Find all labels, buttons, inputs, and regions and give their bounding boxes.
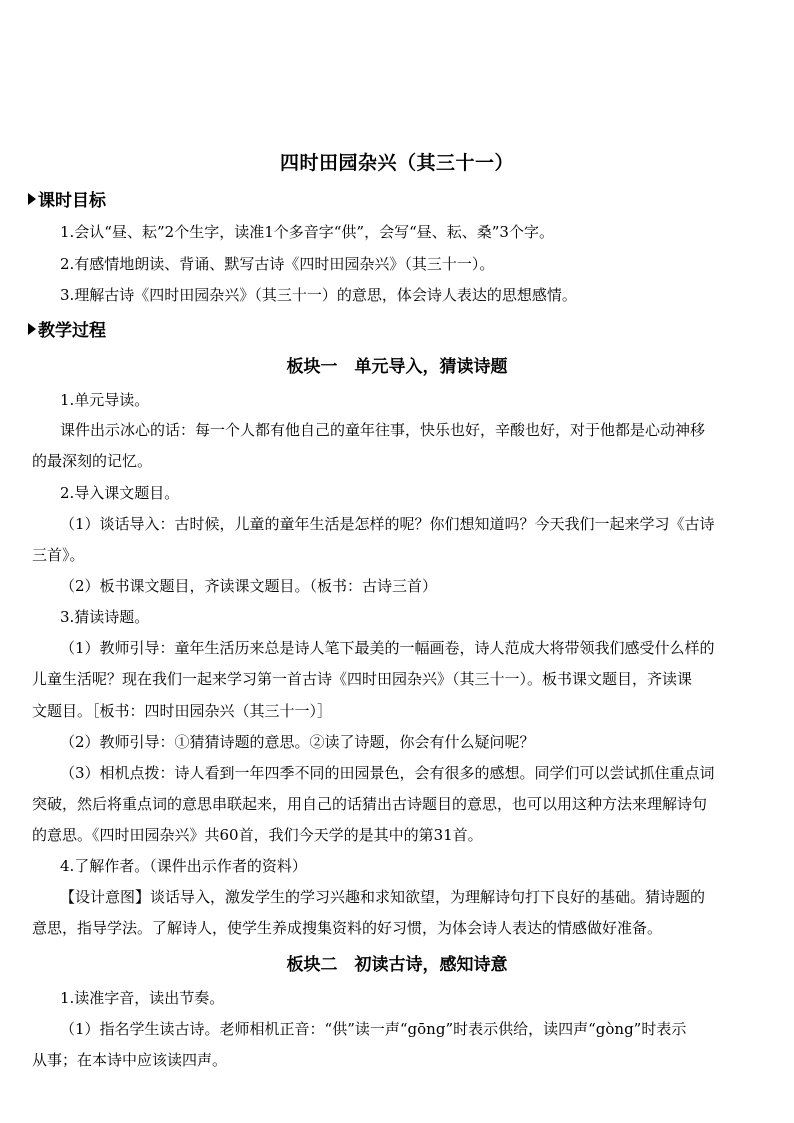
goal-3: 3.理解古诗《四时田园杂兴》（其三十一）的意思，体会诗人表达的思想感情。 (60, 286, 577, 304)
b2-line-2a: （1）指名学生读古诗。老师相机正音：“供”读一声“gōng”时表示供给，读四声“gòng”时表示 (60, 1020, 687, 1038)
b1-line-10: 4.了解作者。（课件出示作者的资料） (60, 857, 307, 875)
b1-line-4a: （1）谈话导入：古时候，儿童的童年生活是怎样的呢？你们想知道吗？今天我们一起来学习《古诗 (60, 515, 715, 533)
block-heading-1: 板块一 单元导入，猜读诗题 (286, 357, 508, 377)
b1-line-2a: 课件出示冰心的话：每一个人都有他自己的童年往事，快乐也好，辛酸也好，对于他都是心动神移 (60, 421, 706, 439)
b1-line-8: （2）教师引导：①猜猜诗题的意思。②读了诗题，你会有什么疑问呢？ (60, 733, 535, 751)
b1-line-7a: （1）教师引导：童年生活历来总是诗人笔下最美的一幅画卷，诗人范成大将带领我们感受什么样的 (60, 639, 715, 657)
b1-line-1: 1.单元导读。 (60, 391, 150, 409)
b1-line-7c: 文题目。［板书：四时田园杂兴（其三十一）］ (32, 702, 333, 720)
b1-line-6: 3.猜读诗题。 (60, 608, 150, 626)
b2-line-2b: 从事；在本诗中应该读四声。 (32, 1051, 228, 1069)
b1-line-7b: 儿童生活呢？现在我们一起来学习第一首古诗《四时田园杂兴》（其三十一）。板书课文题目，齐读课 (32, 670, 693, 688)
page-title: 四时田园杂兴（其三十一） (279, 152, 514, 174)
b1-line-9b: 突破，然后将重点词的意思串联起来，用自己的话猜出古诗题目的意思，也可以用这种方法来理解诗句 (32, 795, 708, 813)
b1-line-4b: 三首》。 (32, 546, 85, 564)
b1-line-11a: 【设计意图】谈话导入，激发学生的学习兴趣和求知欲望，为理解诗句打下良好的基础。猜诗题的 (60, 888, 706, 906)
block-heading-2: 板块二 初读古诗，感知诗意 (286, 955, 508, 975)
section-heading-goals (28, 186, 106, 211)
section-heading-goals-text: 课时目标 (38, 191, 106, 211)
section-heading-process-text: 教学过程 (38, 321, 106, 341)
section-heading-process (28, 316, 106, 341)
b1-line-5: （2）板书课文题目，齐读课文题目。（板书：古诗三首） (60, 577, 438, 595)
b1-line-2b: 的最深刻的记忆。 (32, 452, 153, 470)
b1-line-11b: 意思，指导学法。了解诗人，使学生养成搜集资料的好习惯，为体会诗人表达的情感做好准备。 (32, 919, 663, 937)
b1-line-9c: 的意思。《四时田园杂兴》共60首，我们今天学的是其中的第31首。 (32, 826, 483, 844)
b2-line-1: 1.读准字音，读出节奏。 (60, 989, 225, 1007)
b1-line-3: 2.导入课文题目。 (60, 484, 180, 502)
goal-2: 2.有感情地朗读、背诵、默写古诗《四时田园杂兴》（其三十一）。 (60, 255, 495, 273)
triangle-bullet-icon (28, 193, 36, 205)
triangle-bullet-icon (28, 323, 36, 335)
goal-1: 1.会认“昼、耘”2个生字，读准1个多音字“供”，会写“昼、耘、桑”3个字。 (60, 223, 554, 241)
b1-line-9a: （3）相机点拨：诗人看到一年四季不同的田园景色，会有很多的感想。同学们可以尝试抓住重点词 (60, 764, 715, 782)
